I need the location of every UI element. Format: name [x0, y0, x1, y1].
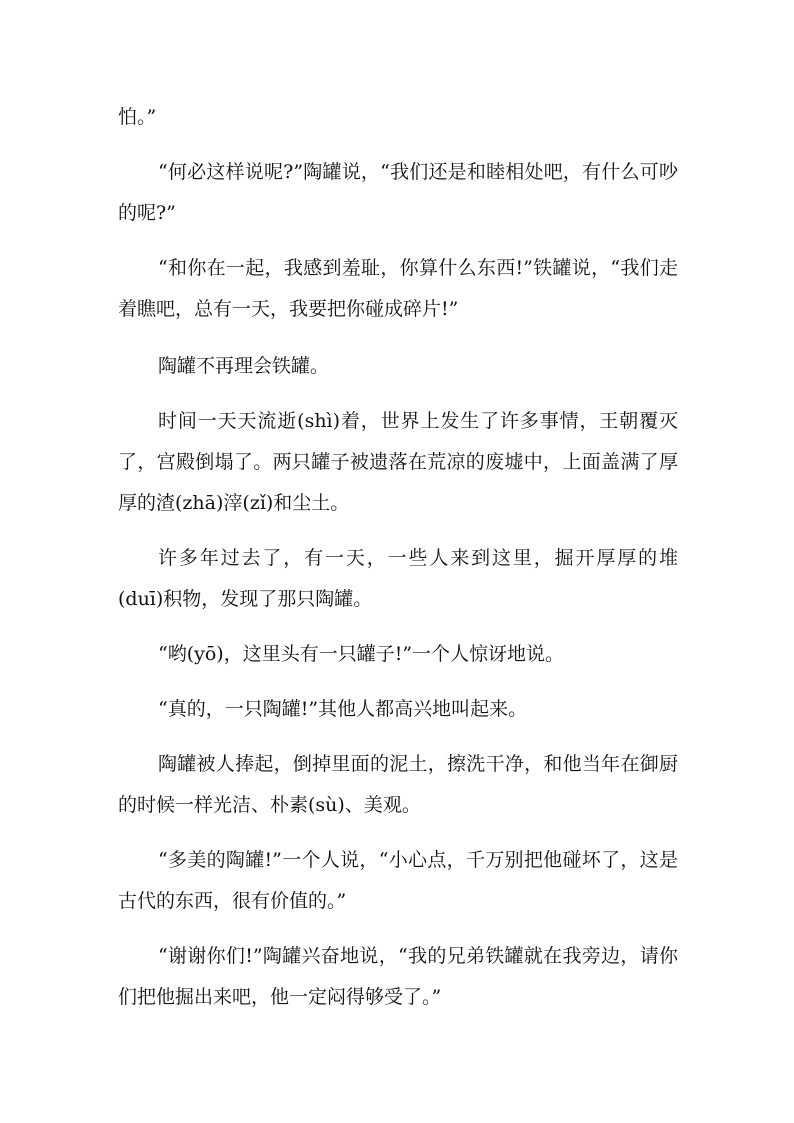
- paragraph-9: 陶罐被人捧起，倒掉里面的泥土，擦洗干净，和他当年在御厨的时候一样光洁、朴素(sù)、美观。: [118, 753, 678, 816]
- paragraph-3: “和你在一起，我感到羞耻，你算什么东西!”铁罐说，“我们走着瞧吧，总有一天，我要把你碰成碎片!”: [118, 257, 678, 320]
- paragraph-11: “谢谢你们!”陶罐兴奋地说，“我的兄弟铁罐就在我旁边，请你们把他掘出来吧，他一定闷得够受了。”: [118, 945, 678, 1008]
- paragraph-1: 怕。”: [118, 106, 157, 128]
- paragraph-7: “哟(yō)，这里头有一只罐子!”一个人惊讶地说。: [158, 643, 565, 665]
- paragraph-2: “何必这样说呢?”陶罐说，“我们还是和睦相处吧，有什么可吵的呢?”: [118, 161, 678, 224]
- paragraph-10: “多美的陶罐!”一个人说，“小心点，千万别把他碰坏了，这是古代的东西，很有价值的。”: [118, 849, 678, 912]
- paragraph-6: 许多年过去了，有一天，一些人来到这里，掘开厚厚的堆(duī)积物，发现了那只陶罐。: [118, 547, 678, 610]
- paragraph-5: 时间一天天流逝(shì)着，世界上发生了许多事情，王朝覆灭了，宫殿倒塌了。两只罐子被遗落在荒凉的废墟中，上面盖满了厚厚的渣(zhā)滓(zǐ)和尘土。: [118, 410, 678, 514]
- paragraph-8: “真的，一只陶罐!”其他人都高兴地叫起来。: [158, 698, 528, 720]
- paragraph-4: 陶罐不再理会铁罐。: [158, 355, 330, 377]
